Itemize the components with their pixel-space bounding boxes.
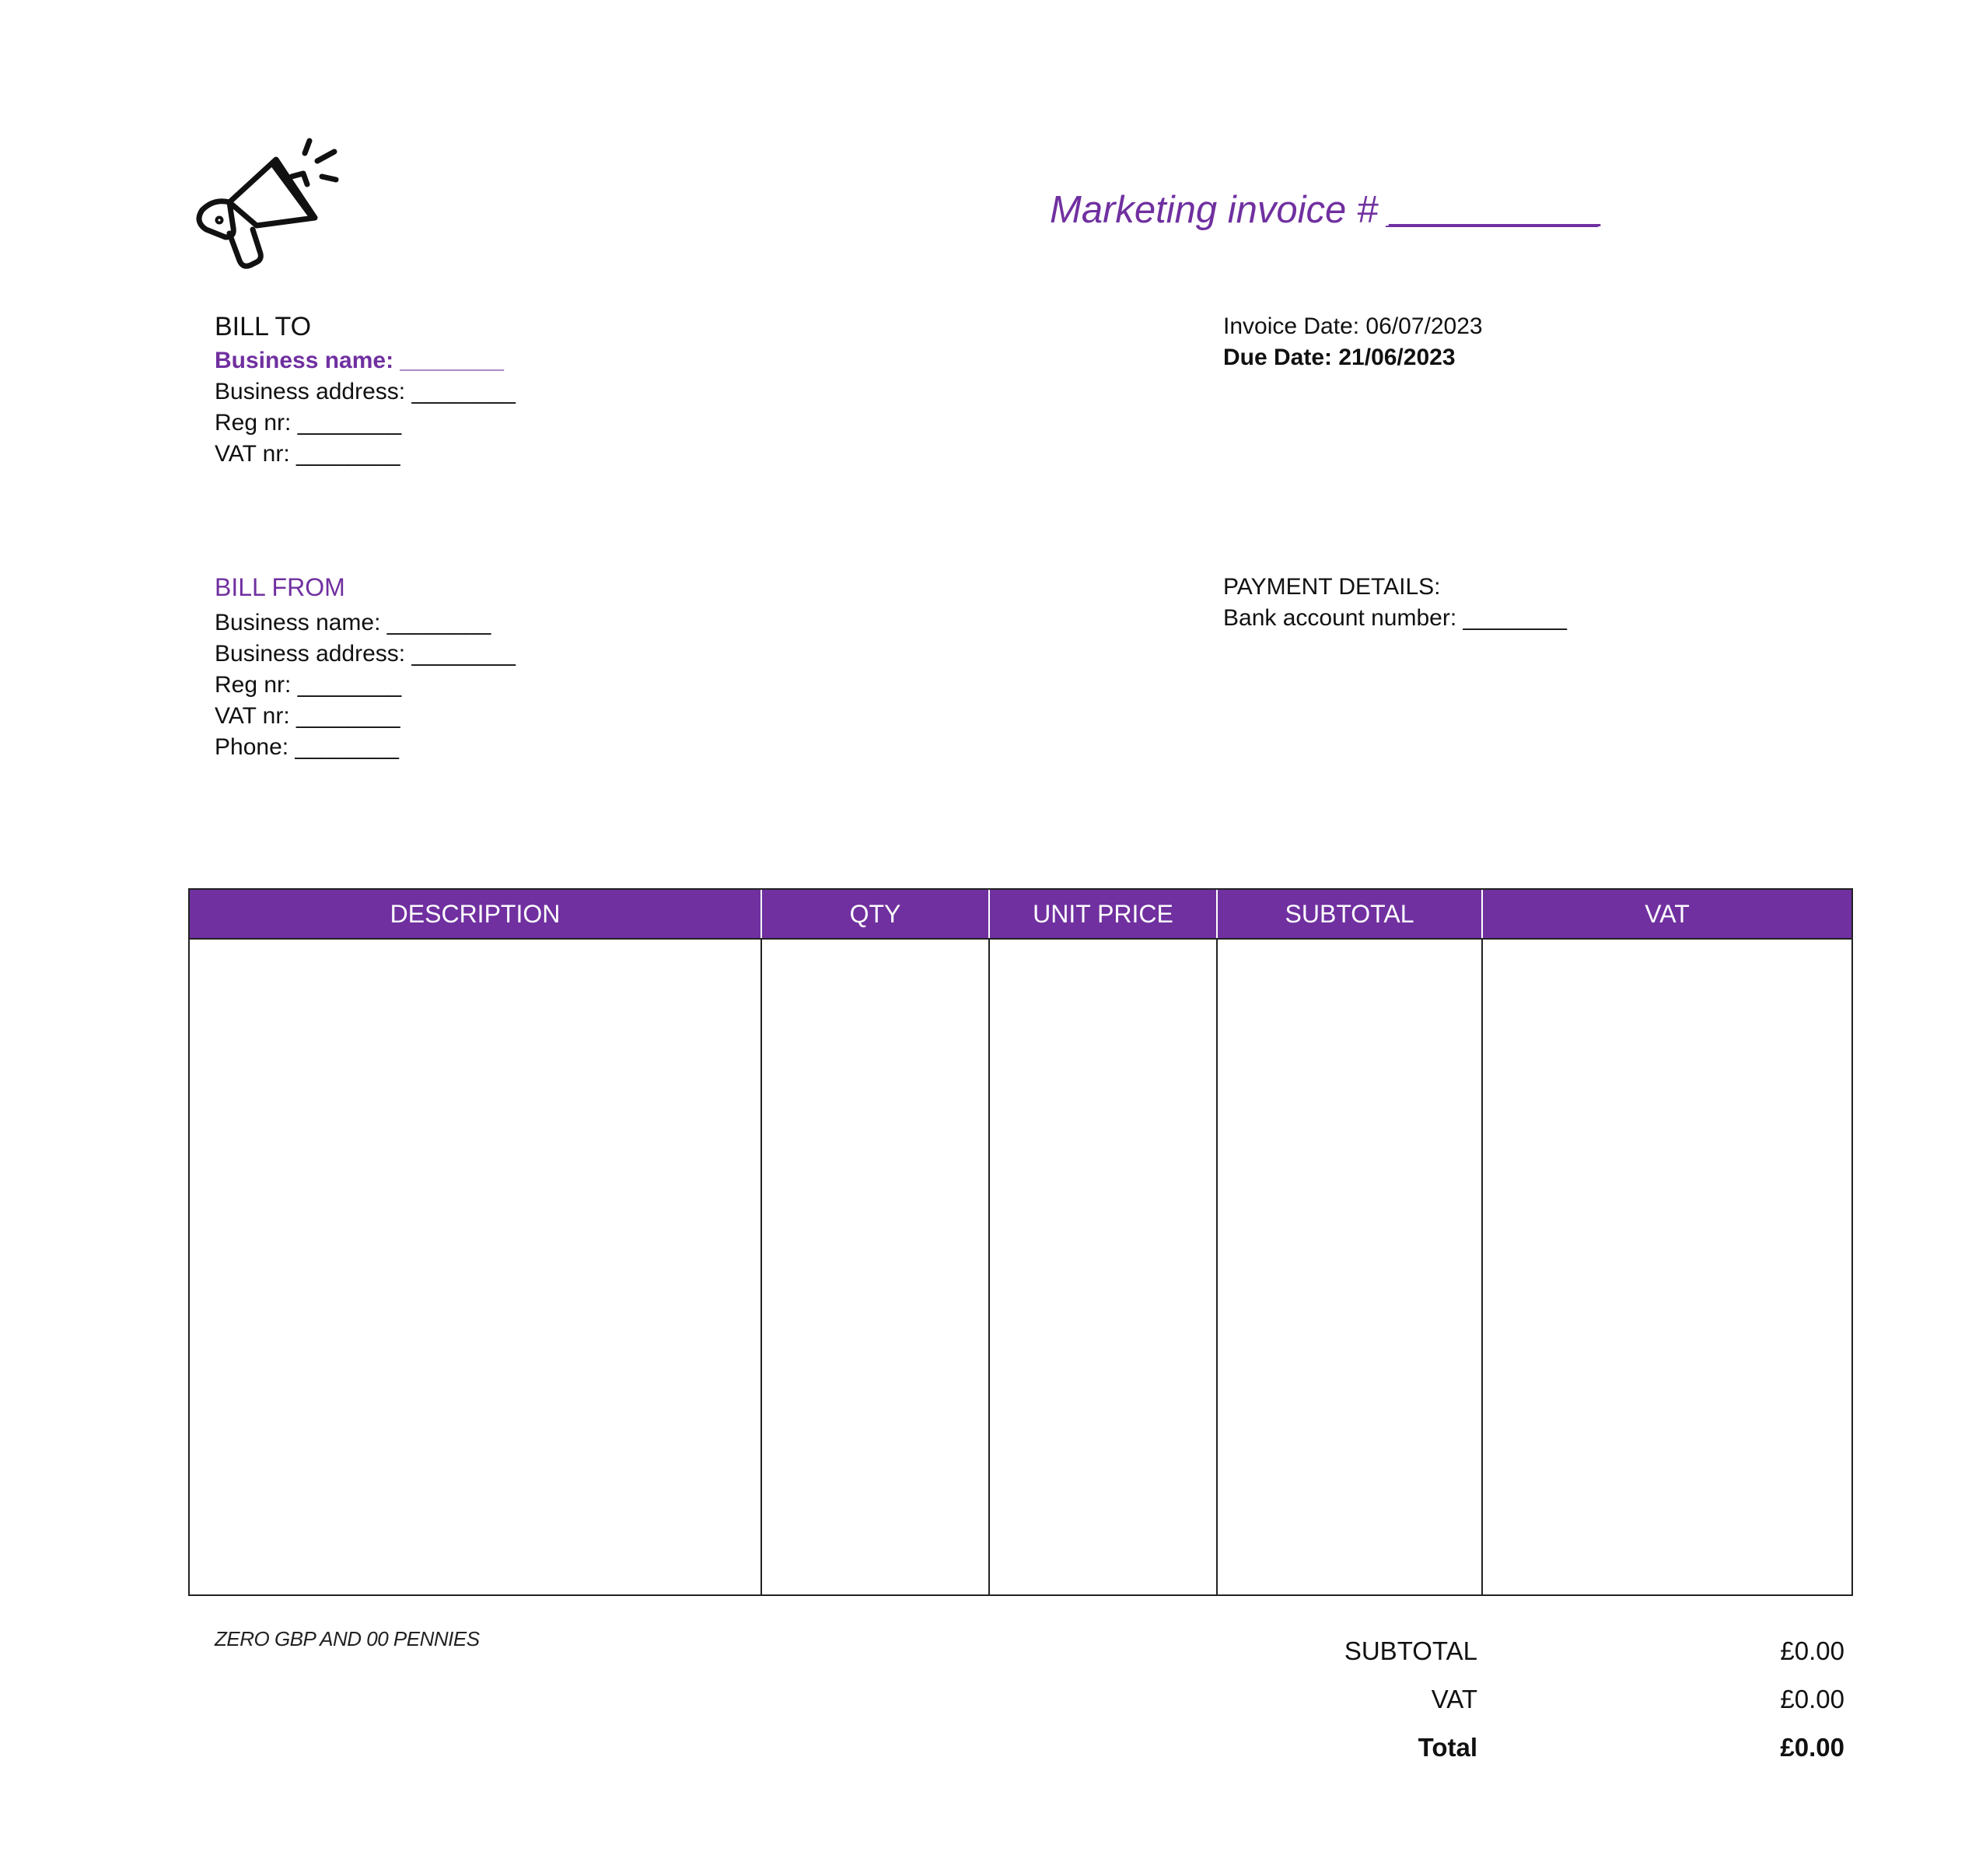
- subtotal-cell[interactable]: [1218, 940, 1483, 1594]
- bill-from-business-name[interactable]: Business name: ________: [215, 610, 491, 635]
- bill-from-heading: BILL FROM: [215, 573, 345, 601]
- vat-cell[interactable]: [1483, 940, 1851, 1594]
- table-body: [190, 940, 1851, 1594]
- total-label: Total: [1418, 1733, 1477, 1762]
- bill-to-section: [215, 311, 516, 470]
- column-header-subtotal: SUBTOTAL: [1218, 890, 1483, 938]
- subtotal-value: £0.00: [1780, 1636, 1844, 1665]
- items-table: [188, 888, 1853, 1596]
- subtotal-label: SUBTOTAL: [1344, 1636, 1477, 1665]
- bill-from-vat-nr[interactable]: VAT nr: ________: [215, 703, 400, 729]
- payment-section: [1223, 572, 1567, 634]
- bill-to-vat-nr[interactable]: VAT nr: ________: [215, 441, 400, 467]
- column-header-description: DESCRIPTION: [190, 890, 762, 938]
- vat-value: £0.00: [1780, 1685, 1844, 1713]
- bill-to-business-name[interactable]: Business name: ________: [215, 348, 504, 373]
- bill-to-business-address[interactable]: Business address: ________: [215, 379, 516, 404]
- column-header-unit-price: UNIT PRICE: [990, 890, 1218, 938]
- column-header-vat: VAT: [1645, 899, 1690, 928]
- unit-price-cell[interactable]: [990, 940, 1218, 1594]
- total-value: £0.00: [1780, 1733, 1844, 1762]
- due-date[interactable]: Due Date: 21/06/2023: [1223, 345, 1456, 370]
- vat-label: VAT: [1431, 1685, 1477, 1713]
- bill-from-section: [215, 572, 516, 763]
- invoice-title: [1050, 188, 1600, 232]
- column-header-qty: QTY: [762, 890, 990, 938]
- dates-section: [1223, 311, 1483, 373]
- table-header: [190, 890, 1851, 940]
- bill-from-phone[interactable]: Phone: ________: [215, 734, 399, 760]
- invoice-title-text: Marketing invoice #: [1050, 189, 1379, 231]
- description-cell[interactable]: [190, 940, 762, 1594]
- invoice-date[interactable]: Invoice Date: 06/07/2023: [1223, 313, 1483, 339]
- totals-labels: [1322, 1627, 1477, 1772]
- bill-to-reg-nr[interactable]: Reg nr: ________: [215, 410, 402, 436]
- amount-in-words: ZERO GBP AND 00 PENNIES: [215, 1627, 480, 1650]
- bill-to-heading: BILL TO: [215, 312, 312, 341]
- bill-from-business-address[interactable]: Business address: ________: [215, 641, 516, 667]
- totals-values: [1711, 1627, 1844, 1772]
- payment-heading: PAYMENT DETAILS:: [1223, 574, 1441, 600]
- bank-account-number[interactable]: Bank account number: ________: [1223, 605, 1567, 631]
- qty-cell[interactable]: [762, 940, 990, 1594]
- megaphone-icon: [187, 136, 350, 276]
- invoice-number-blank[interactable]: __________: [1388, 189, 1601, 231]
- bill-from-reg-nr[interactable]: Reg nr: ________: [215, 672, 402, 698]
